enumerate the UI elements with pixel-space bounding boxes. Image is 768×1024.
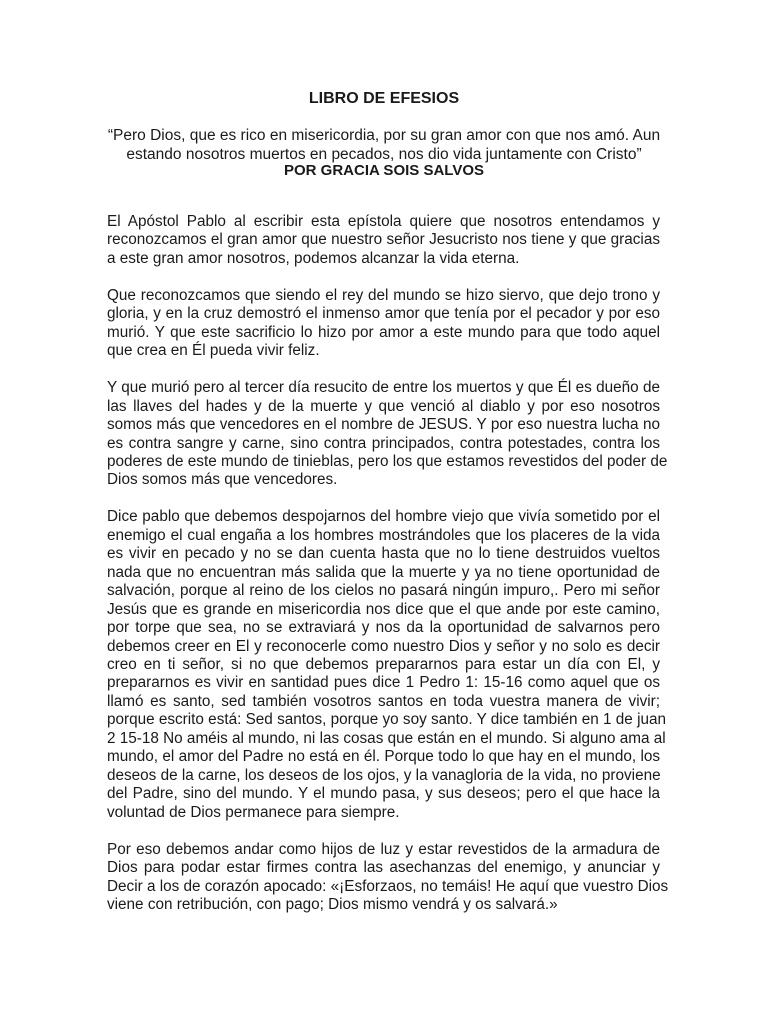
paragraph-line: 2 15-18 No améis al mundo, ni las cosas que están en el mundo. Si alguno ama al xyxy=(107,729,666,747)
paragraph-line: nada que no encuentran más salida que la muerte y ya no tiene oportunidad de xyxy=(107,563,660,581)
epigraph-line: estando nosotros muertos en pecados, nos dio vida juntamente con Cristo” xyxy=(126,146,642,163)
document-subtitle: POR GRACIA SOIS SALVOS xyxy=(283,162,485,179)
body-paragraph xyxy=(107,287,660,361)
paragraph-line: prepararnos es vivir en santidad pues dice 1 Pedro 1: 15-16 como aquel que os xyxy=(107,674,660,692)
paragraph-line: Decir a los de corazón apocado: «¡Esforzaos, no temáis! He aquí que vuestro Dios xyxy=(107,877,669,895)
paragraph-line: enemigo el cual engaña a los hombres mostrándoles que los placeres de la vida xyxy=(107,526,660,544)
paragraph-line: Dice pablo que debemos despojarnos del hombre viejo que vivía sometido por el xyxy=(107,508,660,526)
epigraph-line: “Pero Dios, que es rico en misericordia, por su gran amor con que nos amó. Aun xyxy=(107,127,661,144)
paragraph-line: llamó es santo, sed también vosotros santos en toda vuestra manera de vivir; xyxy=(107,692,660,710)
document-body xyxy=(107,213,669,933)
paragraph-line: es contra sangre y carne, sino contra principados, contra potestades, contra los xyxy=(107,434,660,452)
body-paragraph xyxy=(107,840,669,915)
paragraph-line: salvación, porque al reino de los cielos no pasará ningún impuro,. Pero mi señor xyxy=(107,582,660,600)
paragraph-line: El Apóstol Pablo al escribir esta epístola quiere que nosotros entendamos y xyxy=(107,213,660,230)
paragraph-line: reconozcamos el gran amor que nuestro señor Jesucristo nos tiene y que gracias xyxy=(107,231,660,249)
paragraph-line: que crea en Él pueda vivir feliz. xyxy=(107,342,320,360)
paragraph-line: Por eso debemos andar como hijos de luz y estar revestidos de la armadura de xyxy=(107,840,660,858)
paragraph-line: Dios para podar estar firmes contra las asechanzas del enemigo, y anunciar y xyxy=(107,859,660,877)
paragraph-line: deseos de la carne, los deseos de los ojos, y la vanagloria de la vida, no proviene xyxy=(107,766,661,784)
paragraph-line: por torpe que sea, no se extraviará y nos da la oportunidad de salvarnos pero xyxy=(107,619,660,637)
paragraph-line: del Padre, sino del mundo. Y el mundo pasa, y sus deseos; pero el que hace la xyxy=(107,785,660,803)
paragraph-line: gloria, y en la cruz demostró el inmenso amor que tenía por el pecador y por eso xyxy=(107,305,660,323)
paragraph-line: murió. Y que este sacrificio lo hizo por amor a este mundo para que todo aquel xyxy=(107,323,660,341)
body-paragraph xyxy=(107,508,666,822)
paragraph-line: voluntad de Dios permanece para siempre. xyxy=(107,803,400,821)
document-title: LIBRO DE EFESIOS xyxy=(308,90,460,107)
paragraph-line: a este gran amor nosotros, podemos alcanzar la vida eterna. xyxy=(107,249,520,267)
paragraph-line: Y que murió pero al tercer día resucito de entre los muertos y que Él es dueño de xyxy=(107,379,660,397)
paragraph-line: creo en ti señor, si no que debemos prepararnos para estar un día con El, y xyxy=(107,656,660,674)
paragraph-line: Jesús que es grande en misericordia nos dice que el que ande por este camino, xyxy=(107,600,660,618)
paragraph-line: es vivir en pecado y no se dan cuenta hasta que no lo tiene destruidos vueltos xyxy=(107,545,660,563)
body-paragraph xyxy=(107,213,660,268)
paragraph-line: las llaves del hades y de la muerte y que venció al diablo y por eso nosotros xyxy=(107,397,660,415)
paragraph-line: somos más que vencedores en el nombre de JESUS. Y por eso nuestra lucha no xyxy=(107,416,660,434)
paragraph-line: mundo, el amor del Padre no está en él. Porque todo lo que hay en el mundo, los xyxy=(107,748,660,766)
paragraph-line: viene con retribución, con pago; Dios mismo vendrá y os salvará.» xyxy=(107,895,558,913)
paragraph-line: poderes de este mundo de tinieblas, pero los que estamos revestidos del poder de xyxy=(107,452,668,470)
paragraph-line: Dios somos más que vencedores. xyxy=(107,471,338,489)
epigraph-quote xyxy=(100,126,668,164)
paragraph-line: porque escrito está: Sed santos, porque yo soy santo. Y dice también en 1 de juan xyxy=(107,711,666,729)
paragraph-line: debemos creer en El y reconocerle como nuestro Dios y señor y no solo es decir xyxy=(107,637,660,655)
body-paragraph xyxy=(107,379,668,490)
paragraph-line: Que reconozcamos que siendo el rey del mundo se hizo siervo, que dejo trono y xyxy=(107,286,660,304)
